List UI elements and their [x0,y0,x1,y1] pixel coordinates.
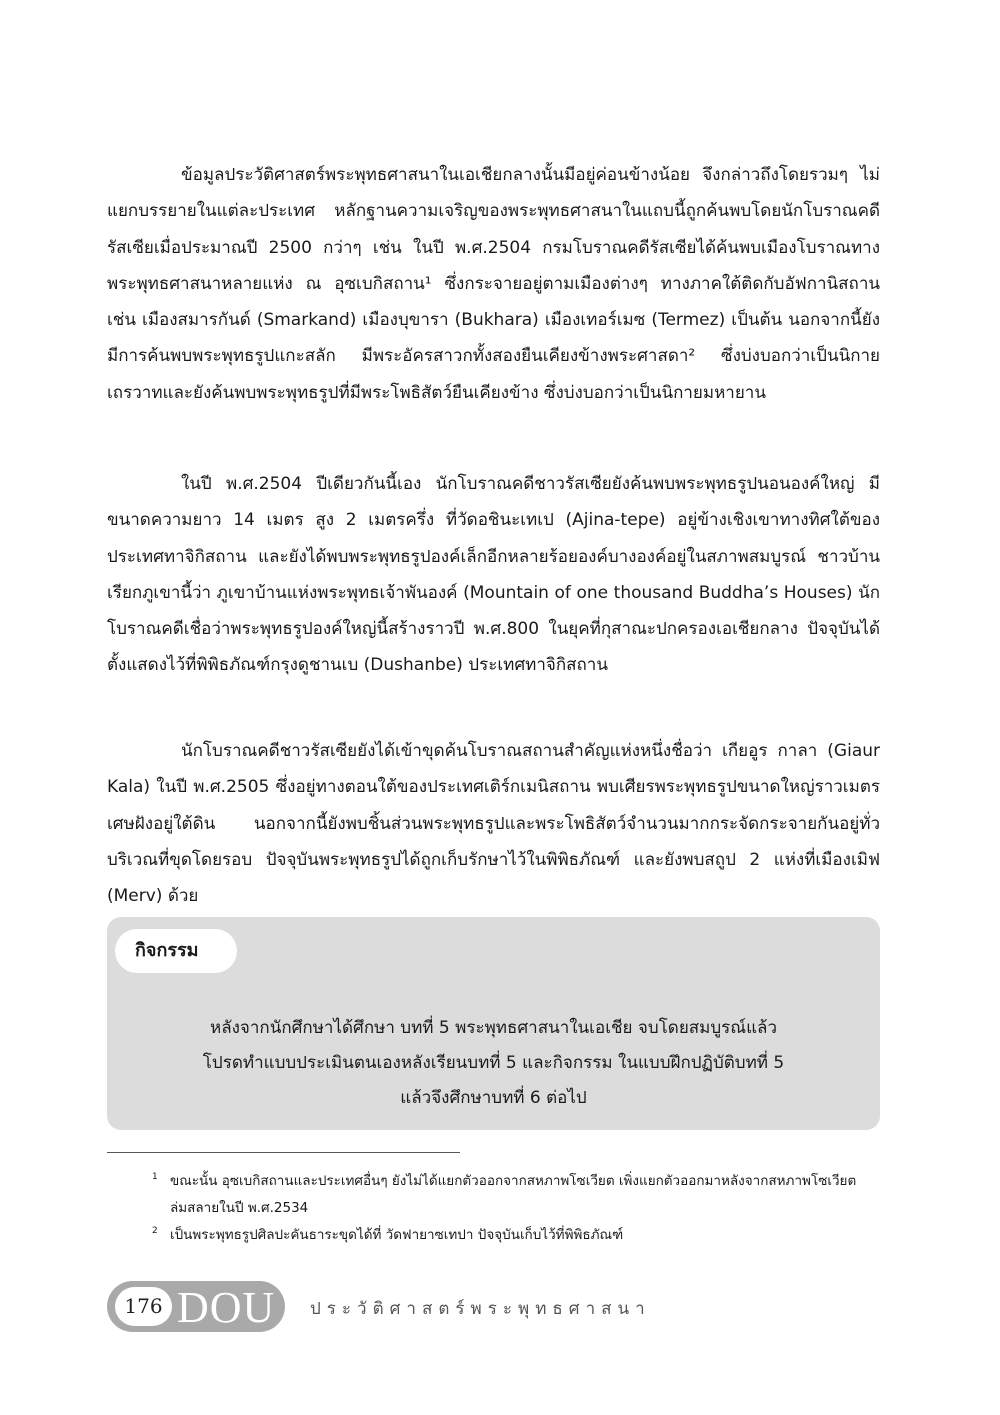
footnote-text: เป็นพระพุทธรูปศิลปะคันธาระขุดได้ที่ วัดฟายาซเทปา ปัจจุบันเก็บไว้ที่พิพิธภัณฑ์ [170,1227,624,1243]
footnote-2 [152,1222,872,1249]
body-paragraph-1: ข้อมูลประวัติศาสตร์พระพุทธศาสนาในเอเชียกลางนั้นมีอยู่ค่อนข้างน้อย จึงกล่าวถึงโดยรวมๆ ไม่แยกบรรยายในแต่ละประเทศ หลักฐานความเจริญของพระพุทธศาสนาในแถบนี้ถูกค้นพบโดยนักโบราณคดีรัสเซียเมื่อประมาณปี 2500 กว่าๆ เช่น ในปี พ.ศ.2504 กรมโบราณคดีรัสเซียได้ค้นพบเมืองโบราณทางพระพุทธศาสนาหลายแห่ง ณ อุซเบกิสถาน¹ ซึ่งกระจายอยู่ตามเมืองต่างๆ ทางภาคใต้ติดกับอัฟกานิสถาน เช่น เมืองสมารกันด์ (Smarkand) เมืองบุขารา (Bukhara) เมืองเทอร์เมซ (Termez) เป็นต้น นอกจากนี้ยังมีการค้นพบพระพุทธรูปแกะสลัก มีพระอัครสาวกทั้งสองยืนเคียงข้างพระศาสดา² ซึ่งบ่งบอกว่าเป็นนิกายเถรวาทและยังค้นพบพระพุทธรูปที่มีพระโพธิสัตว์ยืนเคียงข้าง ซึ่งบ่งบอกว่าเป็นนิกายมหายาน [107,165,880,403]
footnote-1 [152,1168,872,1222]
activity-line-2: โปรดทำแบบประเมินตนเองหลังเรียนบทที่ 5 และกิจกรรม ในแบบฝึกปฏิบัติบทที่ 5 [202,1053,785,1073]
footnote-mark: 1 [152,1172,158,1182]
footnote-mark: 2 [152,1226,158,1236]
footnote-divider [107,1152,460,1153]
dou-logo: DOU [177,1283,276,1332]
activity-line-3: แล้วจึงศึกษาบทที่ 6 ต่อไป [400,1088,587,1108]
activity-title: กิจกรรม [115,929,237,973]
footnote-text: ขณะนั้น อุซเบกิสถานและประเทศอื่นๆ ยังไม่ได้แยกตัวออกจากสหภาพโซเวียต เพิ่งแยกตัวออกมาหลังจากสหภาพโซเวียตล่มสลายในปี พ.ศ.2534 [170,1173,857,1216]
activity-line-1: หลังจากนักศึกษาได้ศึกษา บทที่ 5 พระพุทธศาสนาในเอเชีย จบโดยสมบูรณ์แล้ว [209,1018,777,1038]
body-paragraph-2: ในปี พ.ศ.2504 ปีเดียวกันนี้เอง นักโบราณคดีชาวรัสเซียยังค้นพบพระพุทธรูปนอนองค์ใหญ่ มีขนาดความยาว 14 เมตร สูง 2 เมตรครึ่ง ที่วัดอชินะเทเป (Ajina-tepe) อยู่ข้างเชิงเขาทางทิศใต้ของประเทศทาจิกิสถาน และยังได้พบพระพุทธรูปองค์เล็กอีกหลายร้อยองค์บางองค์อยู่ในสภาพสมบูรณ์ ชาวบ้านเรียกภูเขานี้ว่า ภูเขาบ้านแห่งพระพุทธเจ้าพันองค์ (Mountain of one thousand Buddha’s Houses) นักโบราณคดีเชื่อว่าพระพุทธรูปองค์ใหญ่นี้สร้างราวปี พ.ศ.800 ในยุคที่กุสาณะปกครองเอเชียกลาง ปัจจุบันได้ตั้งแสดงไว้ที่พิพิธภัณฑ์กรุงดูชานเบ (Dushanbe) ประเทศทาจิกิสถาน [107,474,880,676]
page-badge [107,1281,285,1332]
running-title: ประวัติศาสตร์พระพุทธศาสนา [310,1299,651,1319]
footnotes [152,1168,872,1249]
body-paragraph-3: นักโบราณคดีชาวรัสเซียยังได้เข้าขุดค้นโบราณสถานสำคัญแห่งหนึ่งชื่อว่า เกียอูร กาลา (Giaur Kala) ในปี พ.ศ.2505 ซึ่งอยู่ทางตอนใต้ของประเทศเติร์กเมนิสถาน พบเศียรพระพุทธรูปขนาดใหญ่ราวเมตรเศษฝังอยู่ใต้ดิน นอกจากนี้ยังพบชิ้นส่วนพระพุทธรูปและพระโพธิสัตว์จำนวนมากกระจัดกระจายกันอยู่ทั่วบริเวณที่ขุดโดยรอบ ปัจจุบันพระพุทธรูปได้ถูกเก็บรักษาไว้ในพิพิธภัณฑ์ และยังพบสถูป 2 แห่งที่เมืองเมิฟ (Merv) ด้วย [107,741,880,907]
activity-instructions [147,1011,840,1116]
page-number: 176 [115,1287,172,1326]
activity-box [107,917,880,1130]
